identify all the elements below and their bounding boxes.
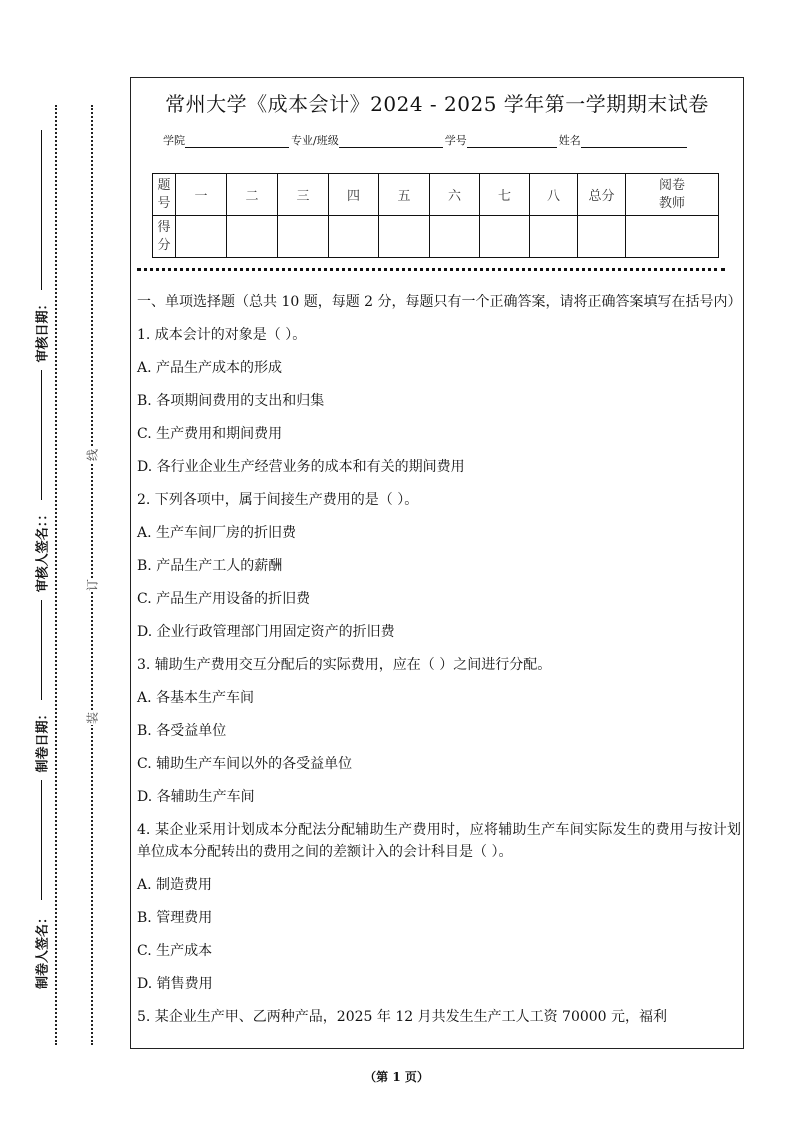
row-label-question-no: 题号: [153, 174, 176, 216]
make-date-label: 制卷日期：: [35, 707, 51, 773]
question-stem: 4. 某企业采用计划成本分配法分配辅助生产费用时，应将辅助生产车间实际发生的费用与按计划单位成本分配转出的费用之间的差额计入的会计科目是（ ）。: [137, 822, 741, 860]
student-id-field[interactable]: [467, 135, 557, 148]
binding-dotted-line-inner: [91, 105, 93, 1045]
question-stem: 1. 成本会计的对象是（ ）。: [137, 327, 307, 343]
answer-option: C. 产品生产用设备的折旧费: [137, 591, 311, 607]
student-id-label: 学号: [444, 134, 467, 147]
row-label-score: 得分: [153, 216, 176, 258]
answer-option: A. 生产车间厂房的折旧费: [137, 525, 297, 541]
exam-title: 常州大学《成本会计》2024 - 2025 学年第一学期期末试卷: [165, 92, 709, 116]
answer-option: C. 辅助生产车间以外的各受益单位: [137, 756, 353, 772]
score-table-header-row: [153, 174, 719, 216]
major-class-field[interactable]: [339, 135, 443, 148]
score-cell[interactable]: [227, 216, 278, 258]
col-1: 一: [176, 174, 227, 216]
bind-mark: 订: [85, 578, 100, 592]
student-info-fields: [163, 132, 689, 148]
col-6: 六: [430, 174, 480, 216]
score-cell[interactable]: [176, 216, 227, 258]
section-heading: 一、单项选择题（总共 10 题，每题 2 分，每题只有一个正确答案，请将正确答案填写在括号内）: [137, 294, 742, 310]
staple-mark: 装: [85, 711, 100, 725]
col-5: 五: [379, 174, 430, 216]
answer-option: A. 各基本生产车间: [137, 690, 255, 706]
college-label: 学院: [163, 134, 185, 147]
col-total: 总分: [578, 174, 626, 216]
score-cell[interactable]: [329, 216, 379, 258]
answer-option: C. 生产成本: [137, 943, 213, 959]
exam-frame: [130, 77, 744, 1049]
question-stem: 5. 某企业生产甲、乙两种产品，2025 年 12 月共发生生产工人工资 70000 元，福利: [137, 1009, 668, 1025]
answer-option: B. 各受益单位: [137, 723, 227, 739]
score-table: [152, 173, 719, 258]
review-date-line: [41, 130, 42, 290]
question-stem: 2. 下列各项中，属于间接生产费用的是（ ）。: [137, 492, 419, 508]
col-4: 四: [329, 174, 379, 216]
reviewer-sign-line: [41, 370, 42, 500]
answer-option: A. 产品生产成本的形成: [137, 360, 283, 376]
questions-body: [137, 291, 741, 1039]
name-field[interactable]: [581, 135, 687, 148]
score-table-score-row: [153, 216, 719, 258]
header-separator: [137, 268, 725, 271]
col-8: 八: [530, 174, 578, 216]
score-cell[interactable]: [530, 216, 578, 258]
score-cell[interactable]: [480, 216, 530, 258]
col-2: 二: [227, 174, 278, 216]
score-cell[interactable]: [578, 216, 626, 258]
line-mark: 线: [85, 448, 100, 462]
answer-option: A. 制造费用: [137, 877, 213, 893]
answer-option: B. 各项期间费用的支出和归集: [137, 393, 325, 409]
col-3: 三: [278, 174, 329, 216]
answer-option: D. 销售费用: [137, 976, 213, 992]
answer-option: B. 管理费用: [137, 910, 213, 926]
answer-option: D. 企业行政管理部门用固定资产的折旧费: [137, 624, 395, 640]
page-number: （第 1 页）: [364, 1070, 429, 1084]
maker-sign-line: [41, 780, 42, 900]
answer-option: D. 各行业企业生产经营业务的成本和有关的期间费用: [137, 459, 465, 475]
score-cell[interactable]: [278, 216, 329, 258]
score-cell[interactable]: [430, 216, 480, 258]
score-cell[interactable]: [626, 216, 719, 258]
col-7: 七: [480, 174, 530, 216]
question-stem: 3. 辅助生产费用交互分配后的实际费用，应在（ ）之间进行分配。: [137, 657, 552, 673]
major-class-label: 专业/班级: [291, 134, 339, 147]
maker-sign-label: 制卷人签名：: [35, 910, 51, 990]
reviewer-sign-label: 审核人签名：：: [35, 507, 51, 593]
make-date-line: [41, 600, 42, 700]
answer-option: C. 生产费用和期间费用: [137, 426, 283, 442]
binding-dotted-line-outer: [55, 105, 57, 1045]
college-field[interactable]: [185, 135, 289, 148]
answer-option: B. 产品生产工人的薪酬: [137, 558, 283, 574]
col-grader: 阅卷教师: [626, 174, 719, 216]
name-label: 姓名: [558, 134, 581, 147]
review-date-label: 审核日期：: [35, 297, 51, 363]
answer-option: D. 各辅助生产车间: [137, 789, 255, 805]
score-cell[interactable]: [379, 216, 430, 258]
